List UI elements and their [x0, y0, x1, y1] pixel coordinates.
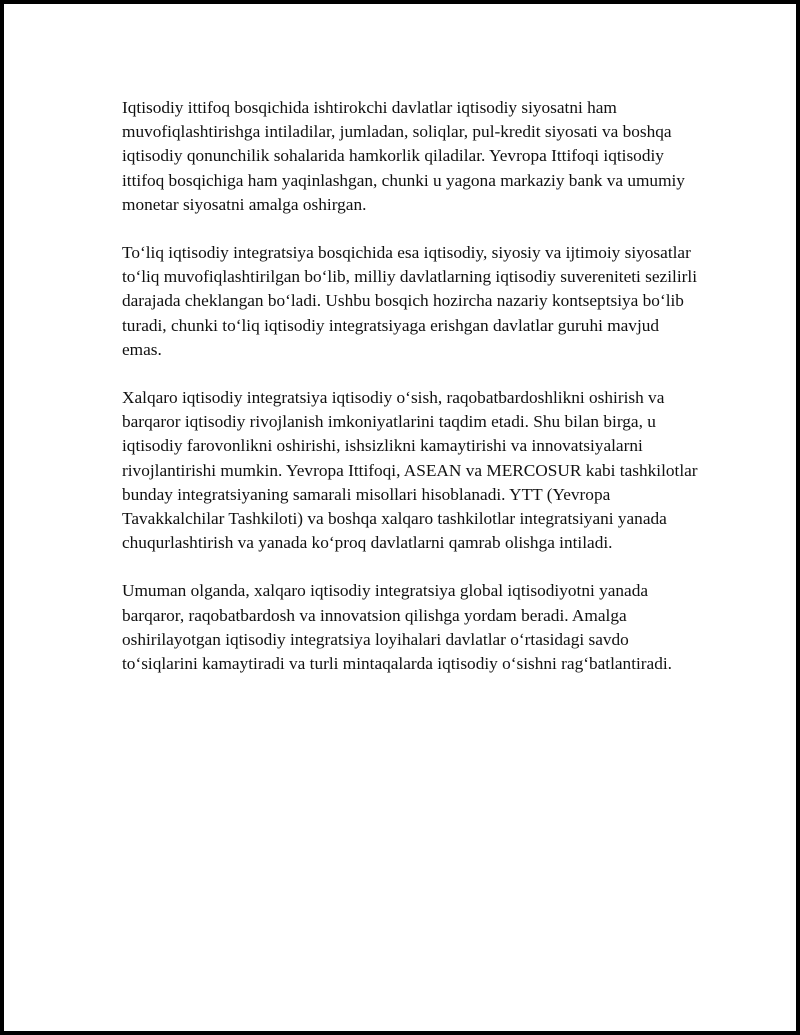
paragraph-3: Xalqaro iqtisodiy integratsiya iqtisodiy o‘sish, raqobatbardoshlikni oshirish va barqaror iqtisodiy rivojlanish imkoniyatlarini taqdim etadi. Shu bilan birga, u iqtisodiy farovonlikni oshirishi, ishsizlikni kamaytirishi va innovatsiyalarni rivojlantirishi mumkin. Yevropa Ittifoqi, ASEAN va MERCOSUR kabi tashkilotlar bunday integratsiyaning samarali misollari hisoblanadi. YTT (Yevropa Tavakkalchilar Tashkiloti) va boshqa xalqaro tashkilotlar integratsiyani yanada chuqurlashtirish va yanada ko‘proq davlatlarni qamrab olishga intiladi. [122, 388, 698, 553]
paragraph-4: Umuman olganda, xalqaro iqtisodiy integratsiya global iqtisodiyotni yanada barqaror, raqobatbardosh va innovatsion qilishga yordam beradi. Amalga oshirilayotgan iqtisodiy integratsiya loyihalari davlatlar o‘rtasidagi savdo to‘siqlarini kamaytiradi va turli mintaqalarda iqtisodiy o‘sishni rag‘batlantiradi. [122, 581, 672, 674]
paragraph-2: To‘liq iqtisodiy integratsiya bosqichida esa iqtisodiy, siyosiy va ijtimoiy siyosatlar to‘liq muvofiqlashtirilgan bo‘lib, milliy davlatlarning iqtisodiy suvereniteti sezilirli darajada cheklangan bo‘ladi. Ushbu bosqich hozircha nazariy kontseptsiya bo‘lib turadi, chunki to‘liq iqtisodiy integratsiyaga erishgan davlatlar guruhi mavjud emas. [122, 243, 697, 359]
document-body [122, 96, 702, 700]
paragraph-1: Iqtisodiy ittifoq bosqichida ishtirokchi davlatlar iqtisodiy siyosatni ham muvofiqlashtirishga intiladilar, jumladan, soliqlar, pul-kredit siyosati va boshqa iqtisodiy qonunchilik sohalarida hamkorlik qiladilar. Yevropa Ittifoqi iqtisodiy ittifoq bosqichiga ham yaqinlashgan, chunki u yagona markaziy bank va umumiy monetar siyosatni amalga oshirgan. [122, 98, 685, 214]
